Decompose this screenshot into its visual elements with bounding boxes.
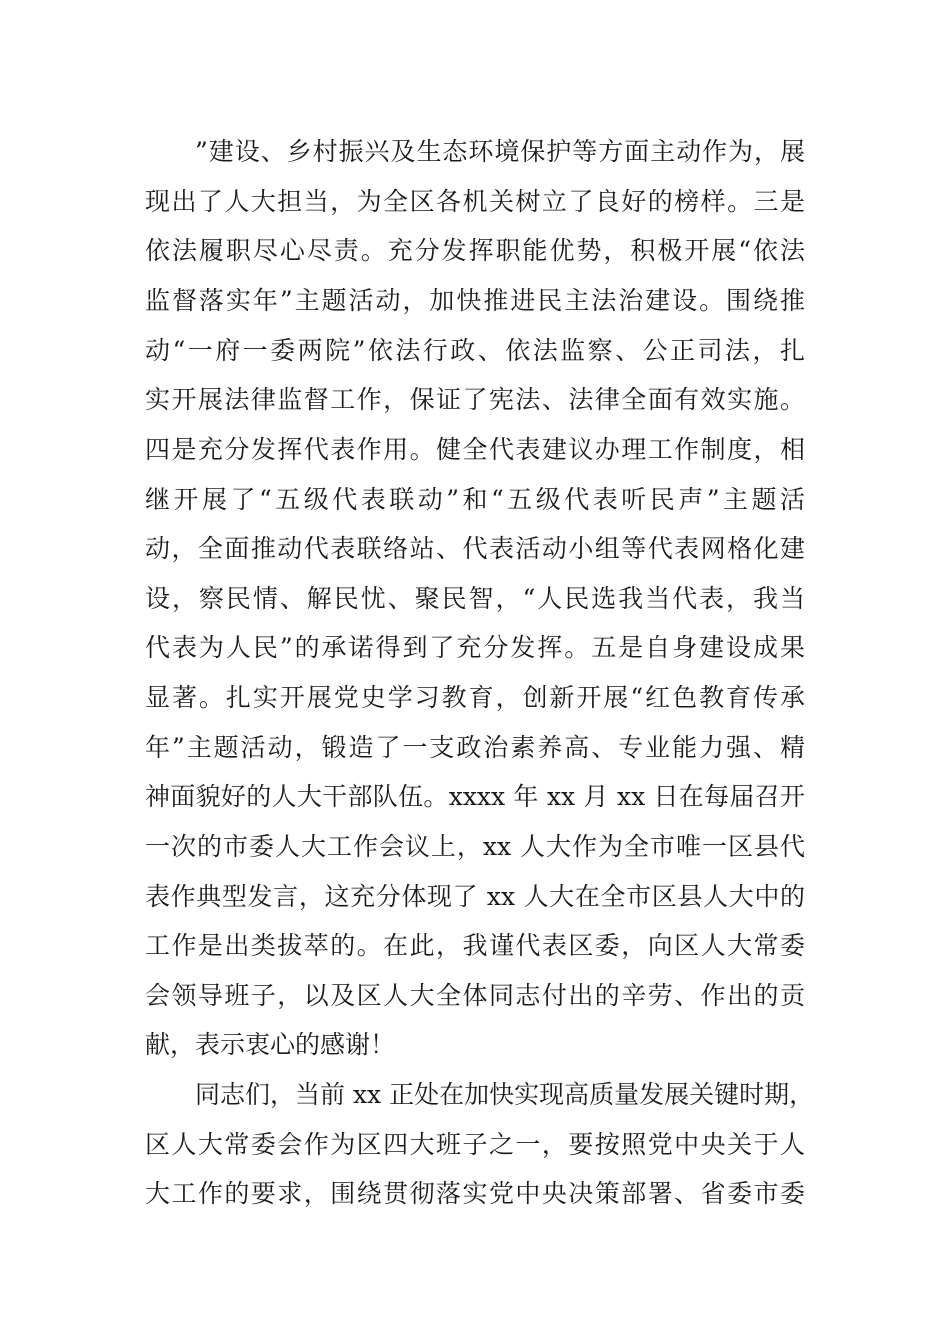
text-line: 依法履职尽心尽责。充分发挥职能优势，积极开展“依法	[145, 236, 805, 265]
text-line: 四是充分发挥代表作用。健全代表建议办理工作制度，相	[145, 435, 805, 464]
text-line: 动“一府一委两院”依法行政、依法监察、公正司法，扎	[145, 336, 805, 365]
text-line: 表作典型发言，这充分体现了 xx 人大在全市区县人大中的	[145, 882, 805, 911]
text-line: 大工作的要求，围绕贯彻落实党中央决策部署、省委市委	[145, 1179, 805, 1208]
text-line: 实开展法律监督工作，保证了宪法、法律全面有效实施。	[145, 385, 805, 414]
text-line: 献，表示衷心的感谢！	[145, 1030, 396, 1059]
text-line: 监督落实年”主题活动，加快推进民主法治建设。围绕推	[145, 286, 805, 315]
text-line: 会领导班子，以及区人大全体同志付出的辛劳、作出的贡	[145, 981, 805, 1010]
text-line: 同志们，当前 xx 正处在加快实现高质量发展关键时期，	[195, 1080, 815, 1109]
text-line: ”建设、乡村振兴及生态环境保护等方面主动作为，展	[195, 137, 805, 166]
text-line: 一次的市委人大工作会议上，xx 人大作为全市唯一区县代	[145, 832, 805, 861]
text-line: 设，察民情、解民忧、聚民智，“人民选我当代表，我当	[145, 584, 805, 613]
text-line: 神面貌好的人大干部队伍。xxxx 年 xx 月 xx 日在每届召开	[145, 782, 805, 811]
text-line: 工作是出类拔萃的。在此，我谨代表区委，向区人大常委	[145, 931, 805, 960]
text-line: 继开展了“五级代表联动”和“五级代表听民声”主题活	[145, 485, 805, 514]
text-line: 代表为人民”的承诺得到了充分发挥。五是自身建设成果	[145, 633, 805, 662]
text-line: 年”主题活动，锻造了一支政治素养高、专业能力强、精	[145, 733, 805, 762]
text-line: 动，全面推动代表联络站、代表活动小组等代表网格化建	[145, 534, 805, 563]
text-line: 现出了人大担当，为全区各机关树立了良好的榜样。三是	[145, 187, 805, 216]
text-line: 显著。扎实开展党史学习教育，创新开展“红色教育传承	[145, 683, 805, 712]
text-line: 区人大常委会作为区四大班子之一，要按照党中央关于人	[145, 1130, 805, 1159]
